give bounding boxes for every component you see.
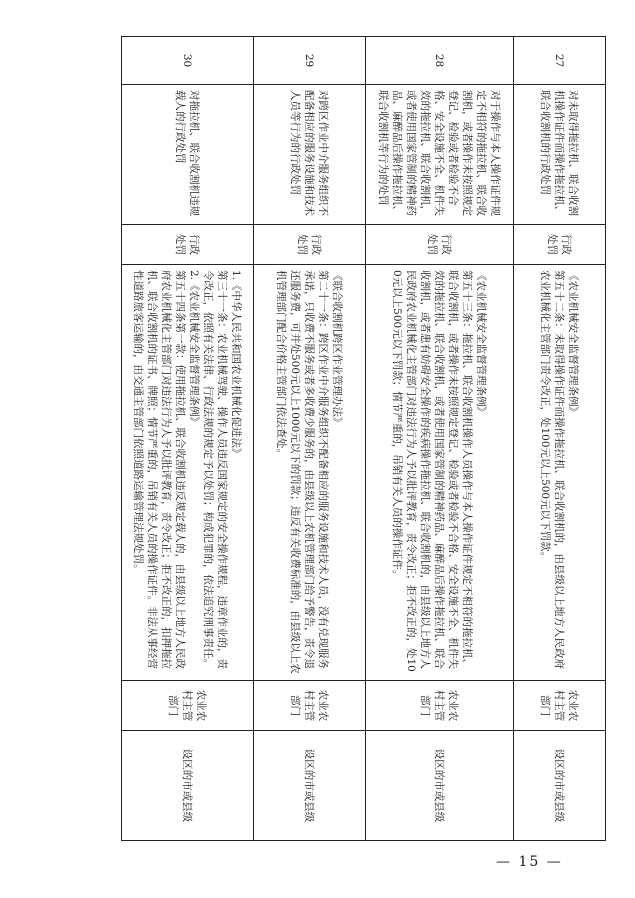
penalty-item: 对未取得拖拉机、联合收割机操作证件而操作拖拉机、联合收割机的行政处罚 [514, 85, 606, 225]
legal-basis-line: 第二十一条：跨区作业中介服务组织不配备相应的服务设施和技术人员，没有兑现服务承诺，只收费不服务或者多收费少服务的，由县级以上农机管理部门给予警告，责令退还服务费，可并处500元以上1000元以下的罚款；违反有关收费标准的，由县级以上农机管理部门配合价格主管部门依法查处。 [275, 270, 330, 674]
penalty-type: 行政处罚 [122, 225, 254, 265]
table-row [122, 37, 254, 841]
legal-basis-line: 1.《中华人民共和国农业机械化促进法》 [230, 270, 243, 459]
row-number: 30 [122, 37, 254, 85]
page-number: — 15 — [496, 854, 563, 870]
legal-basis [366, 265, 514, 681]
legal-basis-line: 《农业机械安全监督管理条例》 [475, 270, 488, 417]
row-number: 29 [254, 37, 366, 85]
enforcement-level: 设区的市或县级 [254, 731, 366, 841]
enforcement-level: 设区的市或县级 [514, 731, 606, 841]
responsible-department: 农业农村主管部门 [254, 681, 366, 731]
legal-basis-line: 《联合收割机跨区作业管理办法》 [331, 270, 344, 428]
responsible-department: 农业农村主管部门 [366, 681, 514, 731]
penalty-type: 行政处罚 [366, 225, 514, 265]
legal-basis-line: 第五十四条第一款：使用拖拉机、联合收割机违反规定载人的，由县级以上地方人民政府农业机械化主管部门对违法行为人予以批评教育，责令改正；拒不改正的，扣押拖拉机、联合收割机的证书、牌照；情节严重的，吊销有关人员的操作证件。非法从事经营性道路旅客运输的，由交通主管部门依照道路运输管理法规处罚。 [132, 270, 187, 669]
penalty-item: 对拖拉机、联合收割机违规载人的行政处罚 [122, 85, 254, 225]
table-row [514, 37, 606, 841]
legal-basis [254, 265, 366, 681]
responsible-department: 农业农村主管部门 [514, 681, 606, 731]
legal-basis-line: 第五十二条：未取得操作证件而操作拖拉机、联合收割机的，由县级以上地方人民政府农业机械化主管部门责令改正，处100元以上500元以下罚款。 [539, 270, 566, 669]
penalty-type: 行政处罚 [514, 225, 606, 265]
legal-basis-line: 第三十一条：农业机械驾驶、操作人员违反国家规定的安全操作规程，违章作业的，责令改正，依照有关法律、行政法规的规定予以处罚；构成犯罪的，依法追究刑事责任。 [202, 270, 229, 669]
legal-basis-line: 《农业机械安全监督管理条例》 [567, 270, 580, 417]
table-row [366, 37, 514, 841]
administrative-penalty-table [121, 36, 606, 841]
table-row [254, 37, 366, 841]
row-number: 28 [366, 37, 514, 85]
enforcement-level: 设区的市或县级 [122, 731, 254, 841]
penalty-item: 对跨区作业中介服务组织不配备相应的服务设施和技术人员等行为的行政处罚 [254, 85, 366, 225]
rotated-table-page [122, 36, 606, 840]
legal-basis [122, 265, 254, 681]
legal-basis-line: 第五十三条：拖拉机、联合收割机操作人员操作与本人操作证件规定不相符的拖拉机、联合收割机，或者操作未按照规定登记、检验或者检验不合格、安全设施不全、机件失效的拖拉机、联合收割机，或者使用国家管制的精神药品、麻醉品后操作拖拉机、联合收割机，或者患有妨碍安全操作的疾病操作拖拉机、联合收割机的，由县级以上地方人民政府农业机械化主管部门对违法行为人予以批评教育，责令改正；拒不改正的，处100元以上500元以下罚款；情节严重的，吊销有关人员的操作证件。 [391, 270, 474, 672]
legal-basis [514, 265, 606, 681]
penalty-type: 行政处罚 [254, 225, 366, 265]
legal-basis-line: 2.《农业机械安全监督管理条例》 [188, 270, 201, 428]
responsible-department: 农业农村主管部门 [122, 681, 254, 731]
row-number: 27 [514, 37, 606, 85]
enforcement-level: 设区的市或县级 [366, 731, 514, 841]
penalty-item: 对于操作与本人操作证件规定不相符的拖拉机、联合收割机，或者操作未按照规定登记、检验或者检验不合格、安全设施不全、机件失效的拖拉机、联合收割机，或者使用国家管制的精神药品、麻醉品后操作拖拉机、联合收割机等行为的处罚 [366, 85, 514, 225]
